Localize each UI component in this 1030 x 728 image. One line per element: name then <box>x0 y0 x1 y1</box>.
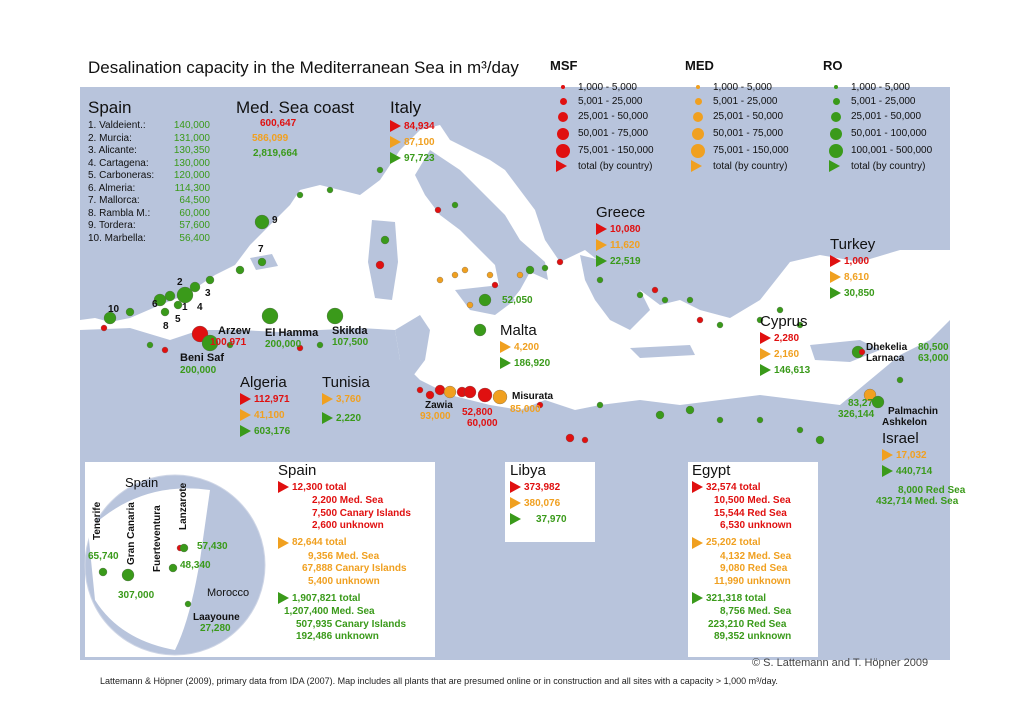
map-number-3: 3 <box>205 288 211 299</box>
egypt-msf-total: 32,574 total <box>692 479 792 495</box>
legend-row: 25,001 - 50,000 <box>685 108 789 125</box>
plant-marker <box>180 544 188 552</box>
legend-dot <box>556 144 570 158</box>
plant-marker <box>426 391 434 399</box>
spain-msf-med: 2,200 Med. Sea <box>312 495 384 506</box>
plant-marker <box>474 324 486 336</box>
plant-marker <box>327 187 333 193</box>
israel-red-sea: 8,000 Red Sea <box>898 485 966 496</box>
israel-ro: 440,714 <box>882 463 965 479</box>
plant-marker <box>897 377 903 383</box>
plant-marker <box>597 277 603 283</box>
spain-detail-block <box>278 462 411 644</box>
med-coast-ro: 2,819,664 <box>253 148 298 159</box>
plant-marker <box>542 265 548 271</box>
legend-med-header: MED <box>685 58 714 73</box>
map-number-2: 2 <box>177 277 183 288</box>
libya-med: 380,076 <box>510 495 567 511</box>
turkey-block <box>830 236 875 301</box>
site-dhekelia: Dhekelia <box>866 342 908 353</box>
turkey-med: 8,610 <box>830 269 875 285</box>
legend-row: 50,001 - 75,000 <box>550 125 654 142</box>
legend-row: 1,000 - 5,000 <box>823 80 932 94</box>
site-ashkelon-value: 326,144 <box>838 409 875 420</box>
plant-marker <box>381 236 389 244</box>
site-arzew-value: 100,971 <box>210 337 247 348</box>
canary-island-fuerteventura: Fuerteventura <box>152 505 163 572</box>
plant-marker <box>717 417 723 423</box>
cyprus-block <box>760 313 810 378</box>
spain-list-item: 4. Cartagena: 130,000 <box>88 157 210 169</box>
israel-block <box>876 430 966 507</box>
plant-marker <box>686 406 694 414</box>
plant-marker <box>487 272 493 278</box>
site-skikda-value: 107,500 <box>332 337 369 348</box>
legend-dot <box>558 112 568 122</box>
plant-marker <box>797 427 803 433</box>
legend-dot <box>695 98 702 105</box>
legend-dot <box>560 98 567 105</box>
spain-med-unknown: 5,400 unknown <box>308 575 380 587</box>
spain-list-item: 2. Murcia: 131,000 <box>88 132 210 144</box>
map-number-5: 5 <box>175 314 181 325</box>
site-sicily-value: 52,050 <box>502 295 533 306</box>
med-coast-med: 586,099 <box>252 133 289 144</box>
site-benisaf-value: 200,000 <box>180 365 217 376</box>
spain-list-item: 9. Tordera: 57,600 <box>88 220 210 231</box>
spain-list-item: 3. Alicante: 130,350 <box>88 145 210 156</box>
greece-block <box>596 204 645 269</box>
legend-dot <box>692 128 704 140</box>
legend-dot <box>829 144 843 158</box>
plant-marker <box>122 569 134 581</box>
plant-marker <box>479 294 491 306</box>
cyprus-msf: 2,280 <box>760 330 810 346</box>
med-coast-block <box>236 98 354 163</box>
legend-row: 50,001 - 100,000 <box>823 125 932 142</box>
site-larnaca-value: 63,000 <box>918 353 949 364</box>
legend-row: 25,001 - 50,000 <box>550 108 654 125</box>
algeria-med: 41,100 <box>240 407 290 423</box>
legend-row: 25,001 - 50,000 <box>823 108 932 125</box>
greece-med: 11,620 <box>596 237 645 253</box>
tunisia-title: Tunisia <box>322 374 370 391</box>
legend-row: 5,001 - 25,000 <box>550 94 654 108</box>
canary-morocco: Morocco <box>207 587 250 599</box>
malta-ro: 186,920 <box>500 355 550 371</box>
cyprus-med: 2,160 <box>760 346 810 362</box>
legend-triangle <box>829 160 840 172</box>
tunisia-block <box>322 374 370 426</box>
egypt-med-total: 25,202 total <box>692 535 792 551</box>
plant-marker <box>435 385 445 395</box>
spain-list-title: Spain <box>88 98 132 117</box>
plant-marker <box>452 272 458 278</box>
spain-list-item: 8. Rambla M.: 60,000 <box>88 207 210 219</box>
plant-marker <box>637 292 643 298</box>
footer-note: Lattemann & Höpner (2009), primary data from IDA (2007). Map includes all plants that are presumed online or in construction and all sites with a capacity > 1,000 m³/day. <box>100 676 778 686</box>
tunisia-ro: 2,220 <box>322 410 370 426</box>
egypt-med-med: 4,132 Med. Sea <box>720 550 792 562</box>
plant-marker <box>697 317 703 323</box>
plant-marker <box>258 258 266 266</box>
site-elhamma-value: 200,000 <box>265 339 302 350</box>
italy-title: Italy <box>390 98 422 117</box>
plant-marker <box>662 297 668 303</box>
canary-value-lanzarote: 57,430 <box>197 541 228 552</box>
canary-island-gran-canaria: Gran Canaria <box>126 502 137 565</box>
plant-marker <box>236 266 244 274</box>
spain-ro-total: 1,907,821 total <box>278 590 411 606</box>
plant-marker <box>169 564 177 572</box>
legend-total-row: total (by country) <box>823 159 932 173</box>
egypt-ro-red: 223,210 Red Sea <box>708 618 787 630</box>
plant-marker <box>101 325 107 331</box>
israel-med: 17,032 <box>882 447 965 463</box>
legend-msf-header: MSF <box>550 58 578 73</box>
spain-list-item: 5. Carboneras: 120,000 <box>88 170 210 181</box>
legend-row: 50,001 - 75,000 <box>685 125 789 142</box>
legend-dot <box>696 85 700 89</box>
italy-ro: 97,723 <box>390 150 435 166</box>
med-coast-title: Med. Sea coast <box>236 98 355 117</box>
spain-ro-canary: 507,935 Canary Islands <box>296 618 407 630</box>
legend-dot <box>831 112 841 122</box>
legend-msf <box>550 58 577 73</box>
legend-dot <box>691 144 705 158</box>
site-ashkelon: Ashkelon <box>882 417 928 428</box>
plant-marker <box>297 192 303 198</box>
map-number-10: 10 <box>108 304 120 315</box>
greece-ro: 22,519 <box>596 253 645 269</box>
canary-value-tenerife: 65,740 <box>88 551 119 562</box>
egypt-ro-total: 321,318 total <box>692 590 792 606</box>
site-larnaca: Larnaca <box>866 353 905 364</box>
greece-msf: 10,080 <box>596 221 645 237</box>
spain-plant-list <box>88 98 210 245</box>
map-title: Desalination capacity in the Mediterranean Sea in m³/day <box>88 58 519 77</box>
egypt-med-red: 9,080 Red Sea <box>720 563 788 574</box>
egypt-ro-unknown: 89,352 unknown <box>714 631 792 642</box>
canary-title: Spain <box>125 475 159 490</box>
egypt-msf-med: 10,500 Med. Sea <box>714 495 791 506</box>
turkey-msf: 1,000 <box>830 253 875 269</box>
legend-ro <box>823 58 843 73</box>
greece-title: Greece <box>596 204 646 221</box>
site-libya-red-2: 60,000 <box>467 418 498 429</box>
legend-med <box>685 58 714 73</box>
legend-row: 100,001 - 500,000 <box>823 142 932 159</box>
israel-title: Israel <box>882 430 919 447</box>
tunisia-med: 3,760 <box>322 391 370 407</box>
site-misurata-value: 85,000 <box>510 404 541 415</box>
plant-marker <box>582 437 588 443</box>
plant-marker <box>462 267 468 273</box>
site-elhamma: El Hamma <box>265 327 319 339</box>
plant-marker <box>452 202 458 208</box>
egypt-med-unknown: 11,990 unknown <box>714 575 791 587</box>
spain-med-med: 9,356 Med. Sea <box>308 550 380 562</box>
legend-row: 75,001 - 150,000 <box>685 142 789 159</box>
plant-marker <box>162 347 168 353</box>
canary-value-fuerteventura: 48,340 <box>180 560 211 571</box>
plant-marker <box>165 291 175 301</box>
legend-msf-rows <box>550 80 654 173</box>
algeria-block <box>240 374 290 439</box>
legend-dot <box>693 112 703 122</box>
plant-marker <box>464 386 476 398</box>
plant-marker <box>478 388 492 402</box>
map-number-7: 7 <box>258 244 264 255</box>
israel-med-sea: 432,714 Med. Sea <box>876 496 959 507</box>
spain-msf-canary: 7,500 Canary Islands <box>312 507 411 519</box>
legend-row: 1,000 - 5,000 <box>550 80 654 94</box>
map-number-6: 6 <box>152 299 158 310</box>
map-number-9: 9 <box>272 215 278 226</box>
malta-block <box>500 322 550 371</box>
site-palmachin: Palmachin <box>888 406 939 417</box>
legend-row: 5,001 - 25,000 <box>685 94 789 108</box>
plant-marker <box>377 167 383 173</box>
algeria-title: Algeria <box>240 374 287 391</box>
canary-laayoune: Laayoune <box>193 612 240 623</box>
plant-marker <box>376 261 384 269</box>
cyprus-title: Cyprus <box>760 313 808 330</box>
italy-msf: 84,934 <box>390 118 435 134</box>
plant-marker <box>557 259 563 265</box>
crete-land <box>630 345 695 358</box>
spain-med-total: 82,644 total <box>278 535 411 551</box>
turkey-title: Turkey <box>830 236 876 253</box>
legend-dot <box>561 85 565 89</box>
legend-dot <box>834 85 838 89</box>
libya-ro: 37,970 <box>510 511 567 527</box>
plant-marker <box>757 417 763 423</box>
italy-med: 87,100 <box>390 134 435 150</box>
plant-marker <box>444 386 456 398</box>
egypt-ro-med: 8,756 Med. Sea <box>720 606 792 617</box>
plant-marker <box>435 207 441 213</box>
plant-marker <box>493 390 507 404</box>
malta-title: Malta <box>500 322 537 339</box>
legend-dot <box>557 128 569 140</box>
legend-triangle <box>556 160 567 172</box>
plant-marker <box>99 568 107 576</box>
plant-marker <box>467 302 473 308</box>
plant-marker <box>206 276 214 284</box>
site-libya-red-1: 52,800 <box>462 407 493 418</box>
egypt-block <box>692 462 792 644</box>
egypt-msf-unknown: 6,530 unknown <box>720 520 792 531</box>
plant-marker <box>174 301 182 309</box>
site-arzew: Arzew <box>218 325 251 337</box>
plant-marker <box>816 436 824 444</box>
spain-msf-total: 12,300 total <box>278 479 411 495</box>
plant-marker <box>859 349 865 355</box>
plant-marker <box>517 272 523 278</box>
site-dhekelia-value: 80,500 <box>918 342 949 353</box>
spain-list-item: 10. Marbella: 56,400 <box>88 232 210 244</box>
legend-med-rows <box>685 80 789 173</box>
libya-title: Libya <box>510 462 546 479</box>
plant-marker <box>255 215 269 229</box>
legend-triangle <box>691 160 702 172</box>
map-number-8: 8 <box>163 321 169 332</box>
legend-row: 5,001 - 25,000 <box>823 94 932 108</box>
plant-marker <box>147 342 153 348</box>
spain-ro-med: 1,207,400 Med. Sea <box>284 606 375 617</box>
med-coast-msf: 600,647 <box>260 118 297 129</box>
sardinia-land <box>368 220 398 300</box>
canary-laayoune-value: 27,280 <box>200 623 231 634</box>
spain-list-item: 1. Valdeient.: 140,000 <box>88 120 210 131</box>
plant-marker <box>656 411 664 419</box>
plant-marker <box>161 308 169 316</box>
legend-row: 75,001 - 150,000 <box>550 142 654 159</box>
plant-marker <box>717 322 723 328</box>
credit: © S. Lattemann and T. Höpner 2009 <box>752 657 929 669</box>
legend-dot <box>830 128 842 140</box>
plant-marker <box>492 282 498 288</box>
turkey-ro: 30,850 <box>830 285 875 301</box>
spain-ro-unknown: 192,486 unknown <box>296 631 379 642</box>
libya-block <box>510 462 567 527</box>
plant-marker <box>652 287 658 293</box>
plant-marker <box>566 434 574 442</box>
legend-dot <box>833 98 840 105</box>
legend-total-row: total (by country) <box>685 159 789 173</box>
plant-marker <box>327 308 343 324</box>
plant-marker <box>437 277 443 283</box>
plant-marker <box>687 297 693 303</box>
plant-marker <box>317 342 323 348</box>
site-skikda: Skikda <box>332 325 368 337</box>
spain-detail-title: Spain <box>278 462 317 479</box>
spain-msf-unknown: 2,600 unknown <box>312 520 384 531</box>
spain-list-item: 7. Mallorca: 64,500 <box>88 195 210 206</box>
egypt-msf-red: 15,544 Red Sea <box>714 507 787 519</box>
italy-block <box>390 98 435 166</box>
plant-marker <box>190 282 200 292</box>
algeria-ro: 603,176 <box>240 423 290 439</box>
site-palmachin-value: 83,270 <box>848 398 879 409</box>
site-zawia: Zawia <box>425 400 453 411</box>
cyprus-ro: 146,613 <box>760 362 810 378</box>
spain-med-canary: 67,888 Canary Islands <box>302 563 407 574</box>
legend-total-row: total (by country) <box>550 159 654 173</box>
spain-list-item: 6. Almeria: 114,300 <box>88 182 210 194</box>
legend-row: 1,000 - 5,000 <box>685 80 789 94</box>
map-number-4: 4 <box>197 302 203 313</box>
algeria-msf: 112,971 <box>240 391 290 407</box>
canary-island-tenerife: Tenerife <box>92 501 103 540</box>
site-benisaf: Beni Saf <box>180 352 225 364</box>
site-misurata: Misurata <box>512 391 554 402</box>
plant-marker <box>262 308 278 324</box>
legend-ro-rows <box>823 80 932 173</box>
plant-marker <box>526 266 534 274</box>
malta-med: 4,200 <box>500 339 550 355</box>
libya-msf: 373,982 <box>510 479 567 495</box>
plant-marker <box>417 387 423 393</box>
plant-marker <box>126 308 134 316</box>
canary-island-lanzarote: Lanzarote <box>178 482 189 530</box>
map-number-1: 1 <box>182 302 188 313</box>
site-zawia-value: 93,000 <box>420 411 451 422</box>
canary-value-gran-canaria: 307,000 <box>118 590 155 601</box>
plant-marker <box>597 402 603 408</box>
legend-ro-header: RO <box>823 58 843 73</box>
egypt-title: Egypt <box>692 462 731 479</box>
plant-marker <box>185 601 191 607</box>
